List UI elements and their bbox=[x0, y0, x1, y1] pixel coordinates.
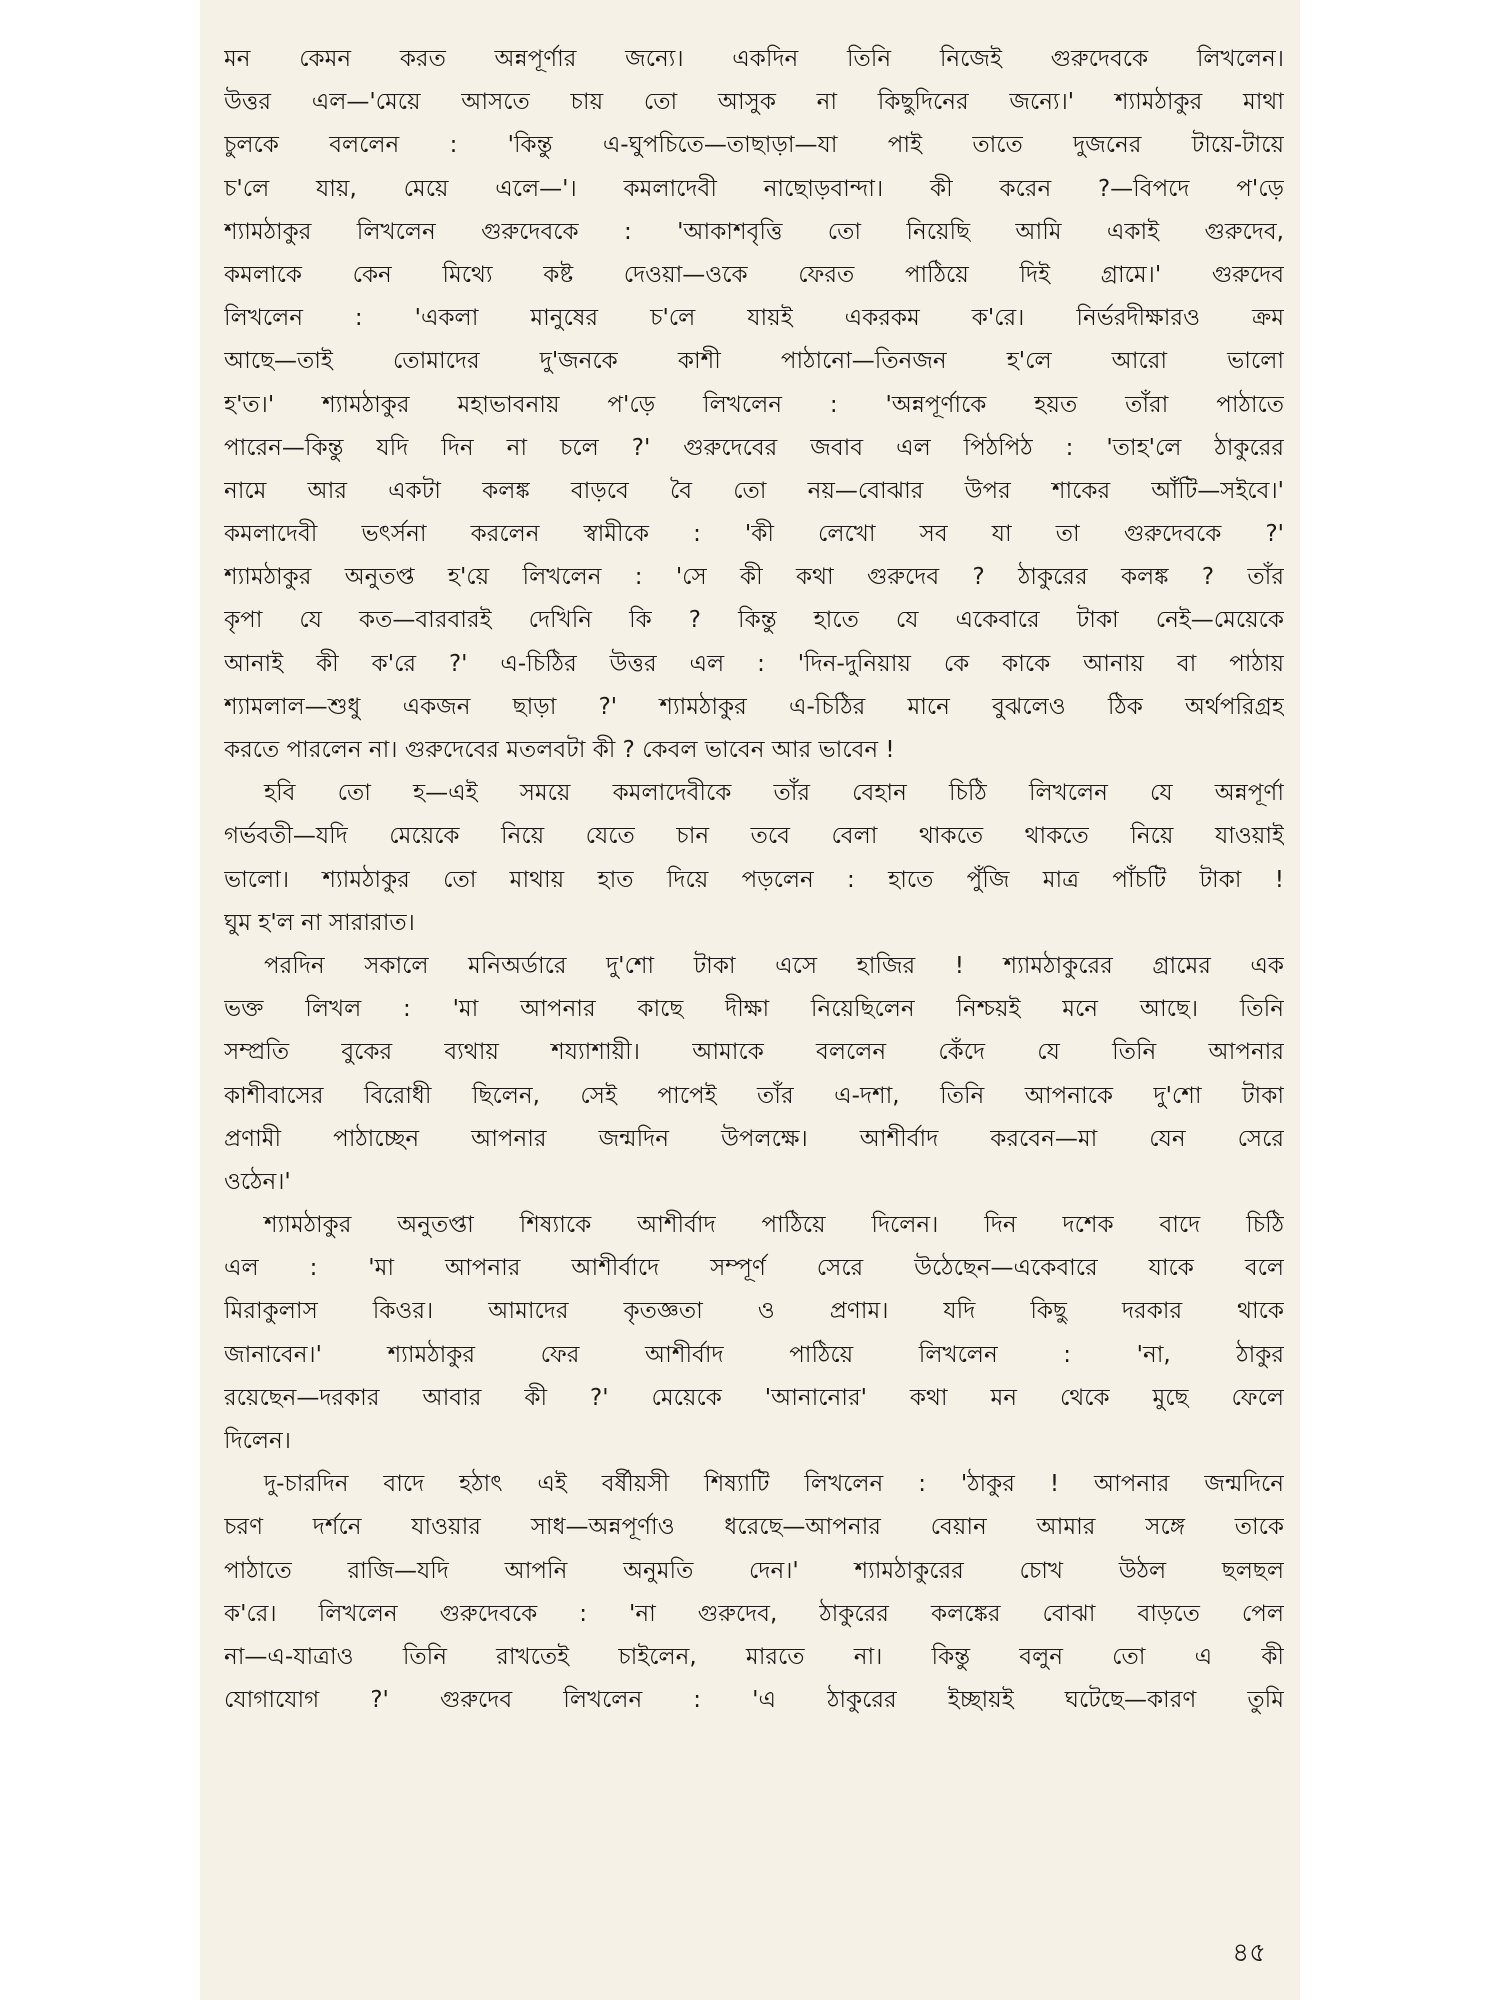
text-line: আনাই কী ক'রে ?' এ-চিঠির উত্তর এল : 'দিন-দুনিয়ায় কে কাকে আনায় বা পাঠায় bbox=[224, 650, 1284, 677]
text-line: শ্যামঠাকুর অনুতপ্তা শিষ্যাকে আশীর্বাদ পাঠিয়ে দিলেন। দিন দশেক বাদে চিঠি bbox=[264, 1212, 1284, 1239]
text-line: সম্প্রতি বুকের ব্যথায় শয্যাশায়ী। আমাকে বললেন কেঁদে যে তিনি আপনার bbox=[224, 1039, 1284, 1066]
text-line: ওঠেন।' bbox=[224, 1168, 291, 1195]
text-line: মিরাকুলাস কিওর। আমাদের কৃতজ্ঞতা ও প্রণাম। যদি কিছু দরকার থাকে bbox=[224, 1298, 1284, 1325]
text-line: কমলাদেবী ভৎর্সনা করলেন স্বামীকে : 'কী লেখো সব যা তা গুরুদেবকে ?' bbox=[224, 521, 1284, 548]
text-line: চুলকে বললেন : 'কিন্তু এ-ঘুপচিতে—তাছাড়া—যা পাই তাতে দুজনের টায়ে-টায়ে bbox=[224, 132, 1284, 159]
text-line: উত্তর এল—'মেয়ে আসতে চায় তো আসুক না কিছুদিনের জন্যে।' শ্যামঠাকুর মাথা bbox=[224, 89, 1284, 116]
text-line: পারেন—কিন্তু যদি দিন না চলে ?' গুরুদেবের জবাব এল পিঠপিঠ : 'তাহ'লে ঠাকুরের bbox=[224, 434, 1284, 461]
text-line: দিলেন। bbox=[224, 1428, 291, 1454]
text-line: জানাবেন।' শ্যামঠাকুর ফের আশীর্বাদ পাঠিয়ে লিখলেন : 'না, ঠাকুর bbox=[224, 1341, 1284, 1368]
text-line: করতে পারলেন না। গুরুদেবের মতলবটা কী ? কেবল ভাবেন আর ভাবেন ! bbox=[224, 737, 895, 763]
page-number: ৪৫ bbox=[1232, 1938, 1266, 1968]
text-line: শ্যামলাল—শুধু একজন ছাড়া ?' শ্যামঠাকুর এ-চিঠির মানে বুঝলেও ঠিক অর্থপরিগ্রহ bbox=[224, 693, 1284, 720]
text-line: এল : 'মা আপনার আশীর্বাদে সম্পূর্ণ সেরে উঠেছেন—একেবারে যাকে বলে bbox=[224, 1255, 1284, 1282]
text-line: কাশীবাসের বিরোধী ছিলেন, সেই পাপেই তাঁর এ-দশা, তিনি আপনাকে দু'শো টাকা bbox=[224, 1082, 1284, 1109]
text-line: কমলাকে কেন মিথ্যে কষ্ট দেওয়া—ওকে ফেরত পাঠিয়ে দিই গ্রামে।' গুরুদেব bbox=[224, 261, 1284, 288]
text-line: লিখলেন : 'একলা মানুষের চ'লে যায়ই একরকম ক'রে। নির্ভরদীক্ষারও ক্রম bbox=[224, 305, 1284, 332]
book-page bbox=[200, 0, 1300, 2000]
text-line: নামে আর একটা কলঙ্ক বাড়বে বৈ তো নয়—বোঝার উপর শাকের আঁটি—সইবে।' bbox=[224, 477, 1284, 504]
text-line: ক'রে। লিখলেন গুরুদেবকে : 'না গুরুদেব, ঠাকুরের কলঙ্কের বোঝা বাড়তে পেল bbox=[224, 1600, 1284, 1627]
text-line: শ্যামঠাকুর লিখলেন গুরুদেবকে : 'আকাশবৃত্তি তো নিয়েছি আমি একাই গুরুদেব, bbox=[224, 218, 1284, 245]
text-line: কৃপা যে কত—বারবারই দেখিনি কি ? কিন্তু হাতে যে একেবারে টাকা নেই—মেয়েকে bbox=[224, 607, 1284, 634]
text-line: না—এ-যাত্রাও তিনি রাখতেই চাইলেন, মারতে না। কিন্তু বলুন তো এ কী bbox=[224, 1643, 1284, 1670]
text-line: যোগাযোগ ?' গুরুদেব লিখলেন : 'এ ঠাকুরের ইচ্ছায়ই ঘটেছে—কারণ তুমি bbox=[224, 1687, 1284, 1714]
text-line: চরণ দর্শনে যাওয়ার সাধ—অন্নপূর্ণাও ধরেছে—আপনার বেয়ান আমার সঙ্গে তাকে bbox=[224, 1514, 1284, 1541]
text-line: ভালো। শ্যামঠাকুর তো মাথায় হাত দিয়ে পড়লেন : হাতে পুঁজি মাত্র পাঁচটি টাকা ! bbox=[224, 866, 1284, 893]
text-line: রয়েছেন—দরকার আবার কী ?' মেয়েকে 'আনানোর' কথা মন থেকে মুছে ফেলে bbox=[224, 1384, 1284, 1411]
body-text bbox=[224, 38, 1284, 1722]
text-line: প্রণামী পাঠাচ্ছেন আপনার জন্মদিন উপলক্ষে। আশীর্বাদ করবেন—মা যেন সেরে bbox=[224, 1125, 1284, 1152]
text-line: আছে—তাই তোমাদের দু'জনকে কাশী পাঠানো—তিনজন হ'লে আরো ভালো bbox=[224, 348, 1284, 375]
text-line: চ'লে যায়, মেয়ে এলে—'। কমলাদেবী নাছোড়বান্দা। কী করেন ?—বিপদে প'ড়ে bbox=[224, 175, 1284, 202]
text-line: পরদিন সকালে মনিঅর্ডারে দু'শো টাকা এসে হাজির ! শ্যামঠাকুরের গ্রামের এক bbox=[264, 952, 1284, 979]
text-line: দু-চারদিন বাদে হঠাৎ এই বর্ষীয়সী শিষ্যাটি লিখলেন : 'ঠাকুর ! আপনার জন্মদিনে bbox=[264, 1471, 1284, 1498]
text-line: ভক্ত লিখল : 'মা আপনার কাছে দীক্ষা নিয়েছিলেন নিশ্চয়ই মনে আছে। তিনি bbox=[224, 996, 1284, 1023]
text-line: মন কেমন করত অন্নপূর্ণার জন্যে। একদিন তিনি নিজেই গুরুদেবকে লিখলেন। bbox=[224, 46, 1284, 72]
text-line: হবি তো হ—এই সময়ে কমলাদেবীকে তাঁর বেহান চিঠি লিখলেন যে অন্নপূর্ণা bbox=[264, 780, 1284, 807]
text-line: হ'ত।' শ্যামঠাকুর মহাভাবনায় প'ড়ে লিখলেন : 'অন্নপূর্ণাকে হয়ত তাঁরা পাঠাতে bbox=[224, 391, 1284, 418]
text-line: গর্ভবতী—যদি মেয়েকে নিয়ে যেতে চান তবে বেলা থাকতে থাকতে নিয়ে যাওয়াই bbox=[224, 823, 1284, 850]
text-line: শ্যামঠাকুর অনুতপ্ত হ'য়ে লিখলেন : 'সে কী কথা গুরুদেব ? ঠাকুরের কলঙ্ক ? তাঁর bbox=[224, 564, 1284, 591]
text-line: ঘুম হ'ল না সারারাত। bbox=[224, 909, 415, 936]
text-line: পাঠাতে রাজি—যদি আপনি অনুমতি দেন।' শ্যামঠাকুরের চোখ উঠল ছলছল bbox=[224, 1557, 1284, 1584]
